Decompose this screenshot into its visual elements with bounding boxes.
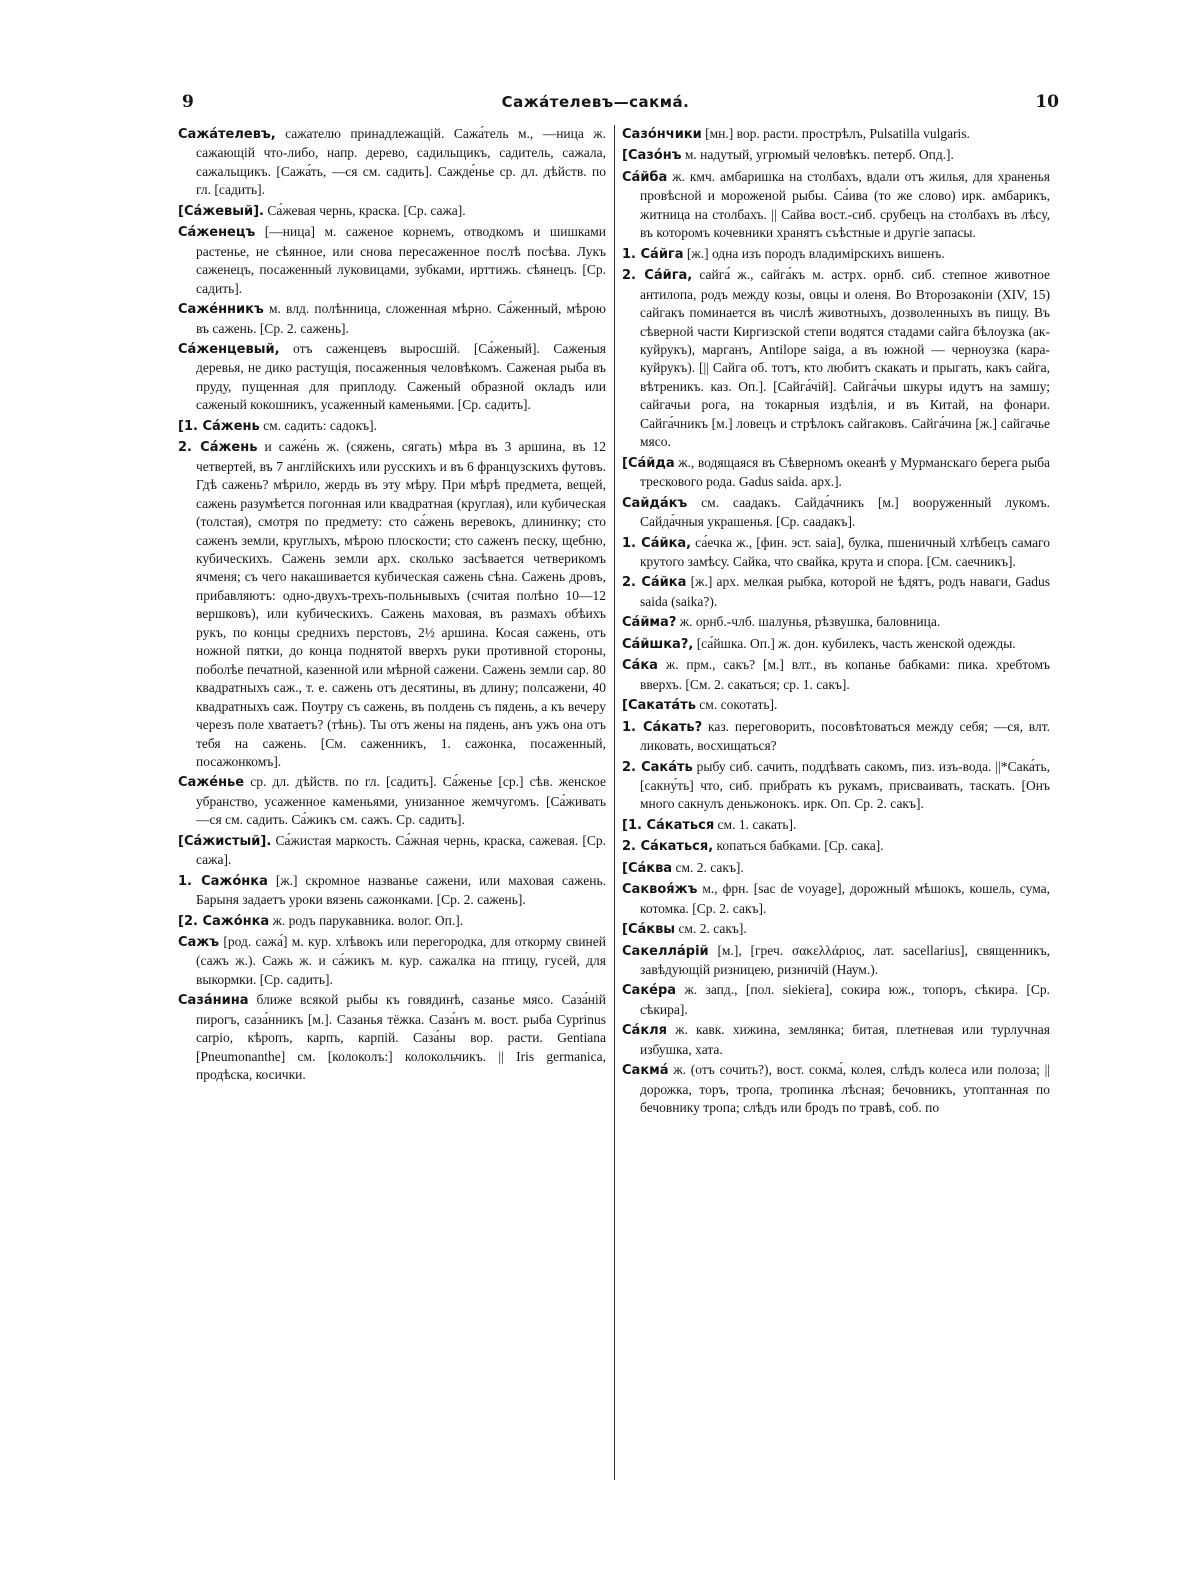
entry-text: см. 2. сакъ]. <box>678 921 747 937</box>
entry-text: ж., водящаяся въ Сѣверномъ океанѣ у Мурманскаго берега рыба трескового рода. Gadus saida. арх.]. <box>640 454 1050 490</box>
entry-headword: 2. Са́каться, <box>622 839 714 855</box>
entry-text: [род. сажа́] м. кур. хлѣвокъ или перегородка, для откорму свиней (сажъ ж.). Сажь ж. и са́жикъ м. кур. сажалка на птицу, гусей, для выкормки. [Ср. садить]. <box>196 934 606 987</box>
entry-text: рыбу сиб. сачить, поддѣвать сакомъ, пиз. изъ-вода. ||*Сака́ть, [сакну́ть] что, сиб. прибрать къ рукамъ, присваивать, таскать. [Онъ много сакнулъ деньжонокъ. ирк. Оп. Ср. 2. сакъ]. <box>640 758 1050 812</box>
entry-headword: Са́йба <box>622 169 668 185</box>
entry-headword: Сайда́къ <box>622 495 688 511</box>
entry-headword: Са́кля <box>622 1023 668 1039</box>
entry-headword: Сакелла́рій <box>622 943 709 959</box>
dictionary-entry <box>622 942 1050 980</box>
entry-headword: [Са́йда <box>622 455 675 471</box>
entry-headword: [Са́жистый]. <box>178 833 272 849</box>
dictionary-entry <box>622 266 1050 452</box>
dictionary-entry <box>622 758 1050 814</box>
entry-headword: [1. Са́жень <box>178 418 260 434</box>
dictionary-entry <box>178 773 606 829</box>
entry-text: [м.], [греч. σακελλάριος, лат. sacellarius], священникъ, завѣдующій ризницею, ризничій (Наум.). <box>640 942 1050 978</box>
entry-text: отъ саженцевъ выросшій. [Са́женый]. Саженыя деревья, не дико растущія, посаженныя человѣкомъ. Саженая рыба въ пруду, пущенная для приплоду. Саженый образной окладъ или саженый кокошникъ, усаженный каменьями. [Ср. садить]. <box>196 340 606 413</box>
dictionary-entry <box>178 340 606 415</box>
entry-text: ж. прм., сакъ? [м.] влт., въ копанье бабками: пика. хребтомъ вверхъ. [См. 2. сакаться; ср. 1. сакъ]. <box>640 657 1050 692</box>
entry-text: ср. дл. дѣйств. по гл. [садить]. Са́женье [ср.] сѣв. женское убранство, усаженное каменьями, унизанное жемчугомъ. [Са́живать —ся см. садить. Са́жикъ см. сажъ. Ср. садить]. <box>196 774 607 828</box>
running-head: Сажа́телевъ—сакма́. <box>501 93 690 111</box>
entry-headword: Сакма́ <box>622 1063 669 1079</box>
dictionary-entry <box>178 223 606 298</box>
entry-headword: [Сазо́нъ <box>622 148 682 164</box>
dictionary-entry <box>622 454 1050 492</box>
entry-text: ближе всякой рыбы къ говядинѣ, сазанье мясо. Саза́ній пирогъ, саза́нникъ [м.]. Сазанья тёжка. Саза́нъ м. вост. рыба Cyprinus carpio, кѣропъ, карпъ, карпій. Саза́ны вор. расти. Gentiana [Pneumonanthe] см. [колоколъ:] колокольчикъ. || Iris germanica, продѣска, косички. <box>196 992 606 1083</box>
entry-text: см. сокотать]. <box>699 697 778 713</box>
entry-headword: 1. Са́йга <box>622 246 684 262</box>
dictionary-entry <box>622 125 1050 144</box>
entry-text: ж. запд., [пол. siekiera], сокира юж., топоръ, сѣкира. [Ср. сѣкира]. <box>640 982 1051 1017</box>
entry-headword: Са́женцевый, <box>178 341 280 357</box>
entry-headword: [Саката́ть <box>622 698 696 714</box>
entry-text: копаться бабками. [Ср. сака]. <box>716 838 884 854</box>
entry-text: ж. кмч. амбаришка на столбахъ, вдали отъ жилья, для храненья провѣсной и мороженой рыбы. Са́ива (то же слово) ирк. амбарикъ, житница на столбахъ. || Сайва вост.-сиб. срубецъ на столбахъ въ лѣсу, въ которомъ кочевники хранятъ съѣстные и другіе запасы. <box>640 168 1050 241</box>
dictionary-entry <box>622 573 1050 611</box>
dictionary-entry <box>178 202 606 221</box>
dictionary-entry <box>178 125 606 200</box>
column-divider <box>614 125 615 1480</box>
dictionary-entry <box>622 880 1050 918</box>
entry-text: [—ница] м. саженое корнемъ, отводкомъ и шишками растенье, не сѣянное, или снова пересаженное послѣ посѣва. Лукъ саженецъ, посаженный луковицами, зубками, ирттижь. сѣянецъ. [Ср. садить]. <box>196 224 606 296</box>
entry-text: сайга́ ж., сайга́къ м. астрх. орнб. сиб. степное животное антилопа, родъ между козы, овцы и оленя. Во Второзаконіи (XIV, 15) сайгакъ поминается въ числѣ животныхъ, дозволенныхъ въ пищу. Въ сѣверной части Киргизской степи водятся стадами сайга бѣлоузка (ак-куйрукъ), марганъ, Antilope saiga, а въ южной — черноузка (кара-куйрукъ). [|| Сайга об. тотъ, кто любитъ скакать и прыгать, какъ сайга, вѣтреникъ. каз. Оп.]. [Сайга́чій]. Сайга́чьи шкуры идутъ на замшу; сайгачьи рога, на токарныя издѣлія, и въ Китай, на фонари. Сайга́чникъ [м.] ловецъ и стрѣлокъ сайгаковъ. Сайга́чина [ж.] сайгачье мясо. <box>640 267 1050 450</box>
dictionary-entry <box>178 912 606 931</box>
dictionary-entry <box>622 146 1050 165</box>
entry-headword: 2. Сака́ть <box>622 759 693 775</box>
entry-text: см. 1. сакать]. <box>717 816 797 832</box>
left-page-number: 9 <box>182 92 194 112</box>
dictionary-entry <box>622 534 1050 572</box>
entry-headword: Са́йшка?, <box>622 636 694 652</box>
entry-text: [ж.] арх. мелкая рыбка, которой не ѣдятъ, родъ наваги, Gadus saida (saika?). <box>640 574 1051 609</box>
entry-text: м. надутый, угрюмый человѣкъ. петерб. Опд.]. <box>684 147 954 163</box>
entry-headword: Сажа́телевъ, <box>178 127 276 142</box>
entry-text: см. садить: садокъ]. <box>263 417 377 433</box>
entry-text: ж. (отъ сочить?), вост. сокма́, колея, слѣдъ колеса или полоза; || дорожка, торъ, тропа, тропинка лѣсная; бечовникъ, утоптанная по бечовнику тропа; слѣдъ или бродъ по травѣ, соб. по <box>640 1062 1051 1116</box>
left-column <box>178 125 606 1087</box>
entry-text: [ж.] скромное названье сажени, или маховая сажень. Барыня задаетъ уроки вязень сажонками. [Ср. 2. сажень]. <box>196 872 607 908</box>
right-page-number: 10 <box>1035 92 1059 112</box>
entry-headword: 2. Са́йга, <box>622 268 693 284</box>
dictionary-entry <box>622 920 1050 939</box>
dictionary-entry <box>622 245 1050 264</box>
dictionary-entry <box>622 635 1050 654</box>
dictionary-entry <box>622 837 1050 856</box>
dictionary-entry <box>622 168 1050 243</box>
entry-headword: [Са́ква <box>622 860 673 876</box>
entry-headword: 1. Сажо́нка <box>178 873 268 889</box>
entry-headword: Саза́нина <box>178 993 249 1009</box>
entry-headword: Саке́ра <box>622 983 677 999</box>
entry-headword: Сажъ <box>178 935 220 951</box>
entry-headword: Саже́нье <box>178 775 245 791</box>
dictionary-entry <box>622 1061 1050 1117</box>
entry-text: м., фрн. [sac de voyage], дорожный мѣшокъ, кошель, сума, котомка. [Ср. 2. сакъ]. <box>640 881 1051 916</box>
entry-headword: Сазо́нчики <box>622 127 702 142</box>
dictionary-entry <box>622 981 1050 1019</box>
dictionary-entry <box>622 859 1050 878</box>
entry-text: ж. кавк. хижина, землянка; битая, плетневая или турлучная избушка, хата. <box>640 1022 1050 1057</box>
entry-headword: [Са́жевый]. <box>178 203 264 219</box>
entry-headword: Са́ка <box>622 658 658 674</box>
entry-text: каз. переговорить, посовѣтоваться между себя; —ся, влт. ликовать, восхищаться? <box>640 718 1051 754</box>
entry-text: Са́жистая маркость. Са́жная чернь, краска, сажевая. [Ср. сажа]. <box>196 832 607 868</box>
entry-text: см. 2. сакъ]. <box>675 859 744 875</box>
entry-text: Са́жевая чернь, краска. [Ср. сажа]. <box>267 202 466 218</box>
dictionary-entry <box>178 417 606 436</box>
entry-text: [мн.] вор. расти. прострѣлъ, Pulsatilla vulgaris. <box>705 126 970 141</box>
dictionary-entry <box>622 494 1050 532</box>
dictionary-entry <box>622 656 1050 694</box>
entry-headword: 2. Са́йка <box>622 575 687 591</box>
entry-text: м. влд. полѣнница, сложенная мѣрно. Са́женный, мѣрою въ сажень. [Ср. 2. сажень]. <box>196 301 606 336</box>
dictionary-entry <box>622 1021 1050 1059</box>
dictionary-entry <box>178 300 606 338</box>
entry-text: са́ечка ж., [фин. эст. saia], булка, пшеничный хлѣбецъ самаго крутого замѣсу. Сайка, что свайка, крута и спора. [См. саечникъ]. <box>640 534 1051 569</box>
dictionary-entry <box>622 613 1050 632</box>
entry-headword: [2. Сажо́нка <box>178 913 270 929</box>
dictionary-entry <box>622 696 1050 715</box>
entry-headword: Са́женецъ <box>178 225 256 241</box>
entry-headword: 1. Са́кать? <box>622 719 703 735</box>
right-column <box>622 125 1050 1120</box>
entry-headword: Саже́нникъ <box>178 302 264 318</box>
dictionary-entry <box>178 991 606 1084</box>
entry-text: см. саадакъ. Сайда́чникъ [м.] вооруженный лукомъ. Сайда́чныя украшенья. [Ср. саадакъ]. <box>640 494 1051 530</box>
entry-headword: Са́йма? <box>622 615 677 631</box>
entry-headword: Саквоя́жъ <box>622 882 698 898</box>
entry-text: ж. родъ парукавника. волог. Оп.]. <box>272 912 464 928</box>
entry-text: сажателю принадлежащій. Сажа́тель м., —ница ж. сажающій что-либо, напр. дерево, садильщикъ, садитель, сажала, сажальщикъ. [Сажа́ть, —ся см. садить]. Сажде́нье ср. дл. дѣйств. по гл. [садить]. <box>196 126 606 198</box>
dictionary-entry <box>178 832 606 870</box>
entry-headword: 2. Са́жень <box>178 440 258 456</box>
dictionary-entry <box>178 438 606 771</box>
entry-headword: 1. Са́йка, <box>622 535 692 551</box>
entry-headword: [Са́квы <box>622 922 676 938</box>
entry-text: ж. орнб.-члб. шалунья, рѣзвушка, баловница. <box>679 614 941 630</box>
dictionary-entry <box>178 872 606 910</box>
entry-headword: [1. Са́каться <box>622 817 715 833</box>
dictionary-entry <box>622 816 1050 835</box>
dictionary-entry <box>178 933 606 989</box>
entry-text: и саже́нь ж. (сяжень, сягать) мѣра въ 3 аршина, въ 12 четвертей, въ 7 англійскихъ или русскихъ и въ 6 французскихъ футовъ. Гдѣ сажень? мѣрило, жердь въ эту мѣру. При мѣрѣ предмета, вещей, сажень разумѣется погонная или квадратная (круглая), или кубическая (толстая), смотря по предмету: сто са́жень веревокъ, длининку; сто саженъ земли, круглыхъ, мѣрою плоскости; сто саженъ песку, щебню, кубическихъ. Сажень земли арх. сколько засѣвается четверикомъ ячменя; съ чего накашивается кубическая сажень сѣна. Сажень дровъ, прибавляютъ: одно-двухъ-трехъ-польнывыхъ (считая полѣно 10—12 вершковъ), или кубическихъ. Сажень маховая, въ размахъ обѣихъ рукъ, по концы среднихъ перстовъ, 2½ аршина. Косая сажень, отъ ножной пятки, до конца поднятой вверхъ руки противной стороны, поболѣе печатной, казенной или мѣрной сажени. Сажень земли сар. 80 квадратныхъ саж., т. е. сажень отъ десятины, въ длину; полсажени, 40 квадратныхъ саж. Поутру съ сажень, въ полдень съ пядень, а къ вечеру черезъ поле хватаетъ? (тѣнь). Ты отъ жены на пядень, анъ ужъ она отъ тебя на сажень. [См. саженникъ, 1. сажонка, посаженный, посажонкомъ]. <box>196 439 607 769</box>
dictionary-entry <box>622 718 1050 756</box>
entry-text: [са́йшка. Оп.] ж. дон. кубилекъ, часть женской одежды. <box>696 635 1016 651</box>
entry-text: [ж.] одна изъ породъ владимірскихъ вишенъ. <box>686 245 945 261</box>
